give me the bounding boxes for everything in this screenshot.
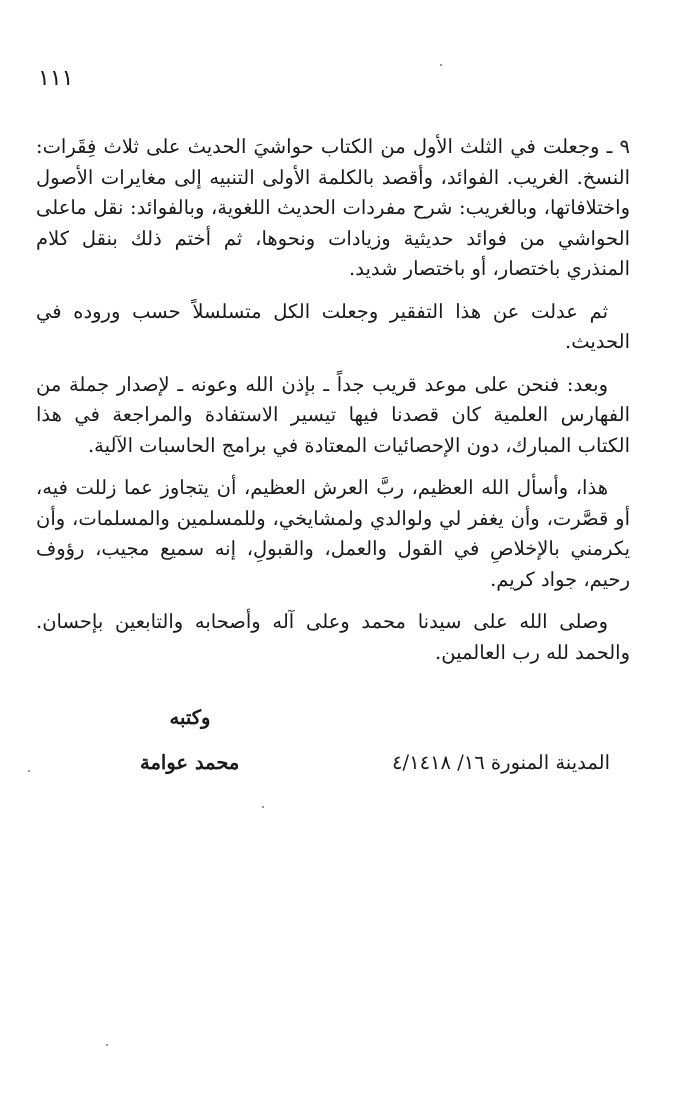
paragraph-sequence-note: ثم عدلت عن هذا التفقير وجعلت الكل متسلسلاً حسب وروده في الحديث. xyxy=(36,299,630,353)
paragraph-indexes-note: وبعد: فنحن على موعد قريب جداً ـ بإذن الله وعونه ـ لإصدار جملة من الفهارس العلمية كان قصدنا فيها تيسير الاستفادة والمراجعة في هذا الكتاب المبارك، دون الإحصائيات المعتادة في برامج الحاسبات الآلية. xyxy=(36,372,630,457)
signature-place-date: المدينة المنورة ١٦/ ٤/١٤١٨ xyxy=(392,751,610,774)
signature-name: محمد عوامة xyxy=(140,751,240,774)
scan-speck xyxy=(440,64,442,66)
body-text xyxy=(36,132,630,680)
signature-row xyxy=(0,751,698,783)
scan-speck xyxy=(106,1044,108,1046)
scan-speck xyxy=(28,770,30,772)
paragraph-supplication: هذا، وأسأل الله العظيم، ربَّ العرش العظيم، أن يتجاوز عما زللت فيه، أو قصَّرت، وأن يغفر لي ولوالدي ولمشايخي، وللمسلمين والمسلمات، وأن يكرمني بالإخلاصِ في القول والعمل، والقبولِ، إنه سميع مجيب، رؤوف رحيم، جواد كريم. xyxy=(36,476,630,591)
paragraph-footnote-method: ٩ ـ وجعلت في الثلث الأول من الكتاب حواشيَ الحديث على ثلاث فِقَرات: النسخ. الغريب. الفوائد، وأقصد بالكلمة الأولى التنبيه إلى مغايرات الأصول واختلافاتها، وبالغريب: شرح مفردات الحديث اللغوية، وبالفوائد: نقل ماعلى الحواشي من فوائد حديثية وزيادات ونحوها، ثم أختم ذلك بنقل كلام المنذري باختصار، أو باختصار شديد. xyxy=(36,135,630,280)
signature-label: وكتبه xyxy=(169,706,211,729)
page-number: ١١١ xyxy=(38,66,74,91)
scan-speck xyxy=(262,806,264,808)
paragraph-closing-prayer: وصلى الله على سيدنا محمد وعلى آله وأصحابه والتابعين بإحسان. والحمد لله رب العالمين. xyxy=(36,610,630,664)
